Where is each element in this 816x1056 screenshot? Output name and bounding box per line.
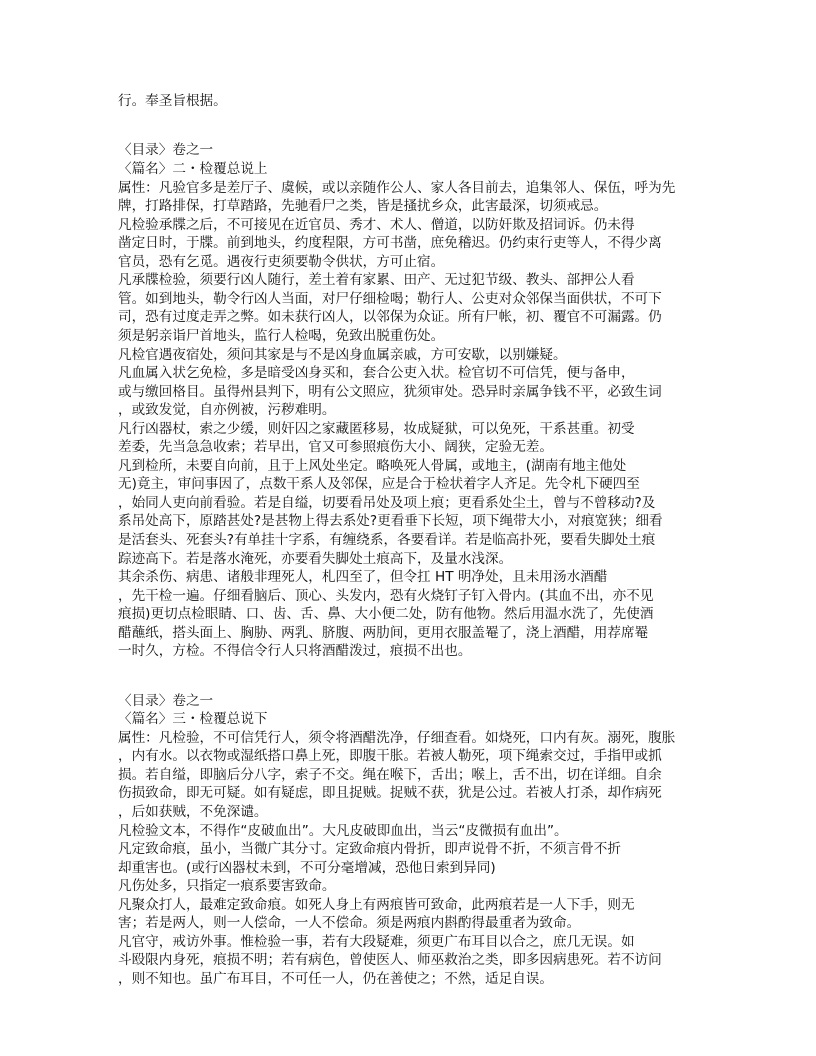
text-line: 差委，先当急急收索；若早出，官又可参照痕伤大小、阔狭，定验无差。 <box>118 439 553 456</box>
text-line: 属性：凡验官多是差厅子、虞候，或以亲随作公人、家人各目前去，追集邻人、保伍，呼为先 <box>118 179 676 196</box>
text-line: 或与缴回格目。虽得州县判下，明有公文照应，犹须审处。恐异时亲属争钱不平，必致生词 <box>118 383 662 400</box>
text-block <box>118 141 738 660</box>
text-line: 凡检验文本，不得作“皮破血出”。大凡皮破即血出，当云“皮微损有血出”。 <box>118 822 568 839</box>
text-line: 踪迹高下。若是落水淹死，亦要看失脚处土痕高下，及量水浅深。 <box>118 550 513 567</box>
chapter-title: 〈篇名〉三・检覆总说下 <box>118 711 268 728</box>
text-line: 斗殴限内身死，痕损不明；若有病色，曾使医人、师巫救治之类，即多因病患死。若不访问 <box>118 952 662 969</box>
text-line: 司，恐有过度走弄之弊。如未获行凶人，以邻保为众证。所有尸帐，初、覆官不可漏露。仍 <box>118 309 662 326</box>
text-line: 凡检验承牒之后，不可接见在近官员、秀才、术人、僧道，以防奸欺及招词诉。仍未得 <box>118 216 635 233</box>
catalog-heading: 〈目录〉卷之一 <box>118 142 214 159</box>
text-line: 凡承牒检验，须要行凶人随行，差土着有家累、田产、无过犯节级、教头、部押公人看 <box>118 272 635 289</box>
text-line: 行。奉圣旨根据。 <box>118 93 227 109</box>
text-line: 属性：凡检验，不可信凭行人，须令将酒醋洗净，仔细查看。如烧死，口内有灰。溺死，腹胀 <box>118 729 676 746</box>
text-line: 系吊处高下，原踏甚处?是甚物上得去系处?更看垂下长短，项下绳带大小，对痕宽狭；细看 <box>118 513 663 530</box>
text-line: 却重害也。(或行凶器杖未到，不可分毫增减，恐他日索到异同) <box>118 859 496 876</box>
text-line: 是活套头、死套头?有单挂十字系，有缠绕系，各要看详。若是临高扑死，要看失脚处土痕 <box>118 531 656 548</box>
text-line: 一时久，方检。不得信令行人只将酒醋泼过，痕损不出也。 <box>118 643 472 660</box>
spacer <box>118 129 738 141</box>
text-line: 凡官守，戒访外事。惟检验一事，若有大段疑难，须更广布耳目以合之，庶几无误。如 <box>118 933 635 950</box>
text-block <box>118 92 738 111</box>
text-line: ，先干检一遍。仔细看脑后、顶心、头发内，恐有火烧钉子钉入骨内。(其血不出，亦不见 <box>118 587 654 604</box>
text-line: 凡行凶器杖，索之少缓，则奸囚之家藏匿移易，妆成疑狱，可以免死，干系甚重。初受 <box>118 420 635 437</box>
blank-line <box>118 111 738 130</box>
text-line: 害；若是两人，则一人偿命，一人不偿命。须是两痕内斟酌得最重者为致命。 <box>118 915 581 932</box>
text-line: ，始同人吏向前看验。若是自缢，切要看吊处及项上痕；更看系处尘土，曾与不曾移动?及 <box>118 494 656 511</box>
text-line: 管。如到地头，勒令行凶人当面，对尸仔细检喝；勒行人、公吏对众邻保当面供状，不可下 <box>118 290 662 307</box>
text-line: 凡定致命痕，虽小，当微广其分寸。定致命痕内骨折，即声说骨不折，不须言骨不折 <box>118 841 621 858</box>
text-line: 伤损致命，即无可疑。如有疑虑，即且捉贼。捉贼不获，犹是公过。若被人打杀，却作病死 <box>118 785 662 802</box>
text-line: 官员，恐有乞觅。遇夜行吏须要勒令供状，方可止宿。 <box>118 253 445 270</box>
text-line: ，后如获贼，不免深谴。 <box>118 804 268 821</box>
text-line: 凡到检所，未要自向前，且于上风处坐定。略唤死人骨属，或地主，(湖南有地主他处 <box>118 457 627 474</box>
chapter-title: 〈篇名〉二・检覆总说上 <box>118 161 268 178</box>
text-line: ，内有水。以衣物或湿纸搭口鼻上死，即腹干胀。若被人勒死，项下绳索交过，手指甲或抓 <box>118 748 662 765</box>
text-line: 凡伤处多，只指定一痕系要害致命。 <box>118 878 336 895</box>
text-line: 无)竟主，审问事因了，点数干系人及邻保，应是合于检状着字人齐足。先令札下硬四至 <box>118 476 640 493</box>
text-line: 须是躬亲诣尸首地头，监行人检喝，免致出脱重伤处。 <box>118 327 445 344</box>
text-line: 醋蘸纸，搭头面上、胸胁、两乳、脐腹、两肋间，更用衣服盖罨了，浇上酒醋，用荐席罨 <box>118 624 649 641</box>
text-line: 凿定日时，于牒。前到地头，约度程限，方可书凿，庶免稽迟。仍约束行吏等人，不得少离 <box>118 235 662 252</box>
text-line: 痕损)更切点检眼睛、口、齿、舌、鼻、大小便二处，防有他物。然后用温水洗了，先使酒 <box>118 606 654 623</box>
text-line: 损。若自缢，即脑后分八字，索子不交。绳在喉下，舌出；喉上，舌不出，切在详细。自余 <box>118 766 662 783</box>
spacer <box>118 679 738 691</box>
text-line: ，或致发觉，自亦例被，污秽难明。 <box>118 402 336 419</box>
text-line: 牌，打路排保，打草踏路，先驰看尸之类，皆是搔扰乡众，此害最深，切须戒忌。 <box>118 198 608 215</box>
blank-line <box>118 661 738 680</box>
text-line: ，则不知也。虽广布耳目，不可任一人，仍在善使之；不然，适足自误。 <box>118 970 553 987</box>
text-line: 其余杀伤、病患、诸般非理死人，札四至了，但令扛 HT 明净处，且未用汤水酒醋 <box>118 569 608 586</box>
text-line: 凡检官遇夜宿处，须问其家是与不是凶身血属亲戚，方可安歇，以别嫌疑。 <box>118 346 567 363</box>
document-page <box>118 92 738 988</box>
text-block <box>118 692 738 989</box>
text-line: 凡血属入状乞免检，多是暗受凶身买和，套合公吏入状。检官切不可信凭，便与备申， <box>118 365 635 382</box>
catalog-heading: 〈目录〉卷之一 <box>118 692 214 709</box>
text-line: 凡聚众打人，最难定致命痕。如死人身上有两痕皆可致命，此两痕若是一人下手，则无 <box>118 896 635 913</box>
